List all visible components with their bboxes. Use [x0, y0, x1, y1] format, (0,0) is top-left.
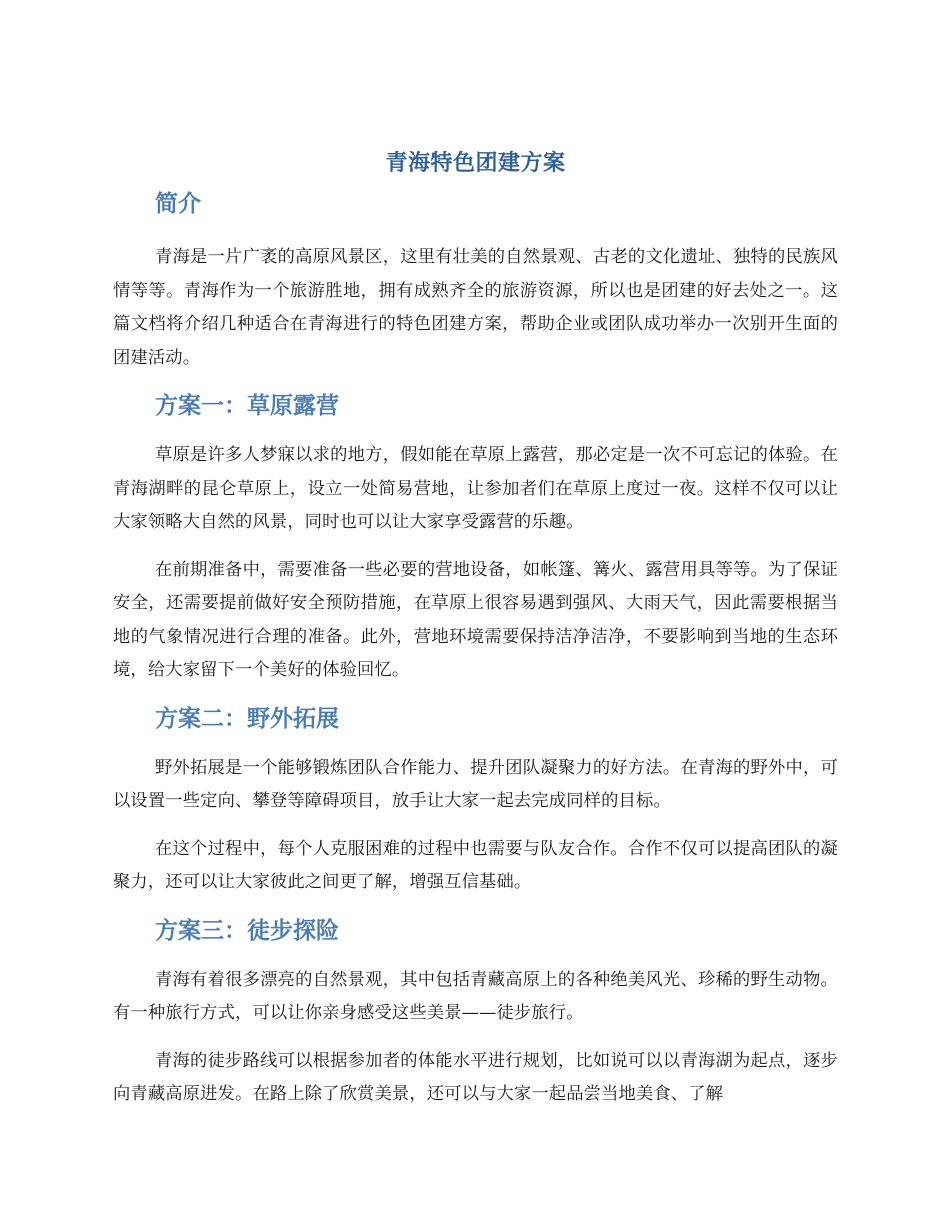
plan-3-paragraph-2: 青海的徒步路线可以根据参加者的体能水平进行规划，比如说可以以青海湖为起点，逐步向青藏高原进发。在路上除了欣赏美景，还可以与大家一起品尝当地美食、了解: [113, 1050, 838, 1104]
document-page: [113, 145, 838, 1126]
section-heading-plan-3: 方案三：徒步探险: [155, 917, 339, 944]
document-title: 青海特色团建方案: [385, 151, 566, 176]
section-heading-intro: 简介: [155, 191, 201, 217]
plan-3-paragraph-1: 青海有着很多漂亮的自然景观，其中包括青藏高原上的各种绝美风光、珍稀的野生动物。有一种旅行方式，可以让你亲身感受这些美景——徒步旅行。: [113, 969, 838, 1023]
section-heading-plan-1: 方案一：草原露营: [155, 393, 339, 419]
plan-1-paragraph-1: 草原是许多人梦寐以求的地方，假如能在草原上露营，那必定是一次不可忘记的体验。在青海湖畔的昆仑草原上，设立一处简易营地，让参加者们在草原上度过一夜。这样不仅可以让大家领略大自然的风景，同时也可以让大家享受露营的乐趣。: [113, 445, 838, 532]
plan-1-paragraph-2: 在前期准备中，需要准备一些必要的营地设备，如帐篷、篝火、露营用具等等。为了保证安全，还需要提前做好安全预防措施，在草原上很容易遇到强风、大雨天气，因此需要根据当地的气象情况进行合理的准备。此外，营地环境需要保持洁净洁净，不要影响到当地的生态环境，给大家留下一个美好的体验回忆。: [113, 559, 838, 680]
section-heading-plan-2: 方案二：野外拓展: [155, 705, 339, 732]
intro-paragraph-1: 青海是一片广袤的高原风景区，这里有壮美的自然景观、古老的文化遗址、独特的民族风情等等。青海作为一个旅游胜地，拥有成熟齐全的旅游资源，所以也是团建的好去处之一。这篇文档将介绍几种适合在青海进行的特色团建方案，帮助企业或团队成功举办一次别开生面的团建活动。: [113, 247, 838, 368]
plan-2-paragraph-2: 在这个过程中，每个人克服困难的过程中也需要与队友合作。合作不仅可以提高团队的凝聚力，还可以让大家彼此之间更了解，增强互信基础。: [113, 838, 838, 892]
plan-2-paragraph-1: 野外拓展是一个能够锻炼团队合作能力、提升团队凝聚力的好方法。在青海的野外中，可以设置一些定向、攀登等障碍项目，放手让大家一起去完成同样的目标。: [113, 757, 838, 811]
